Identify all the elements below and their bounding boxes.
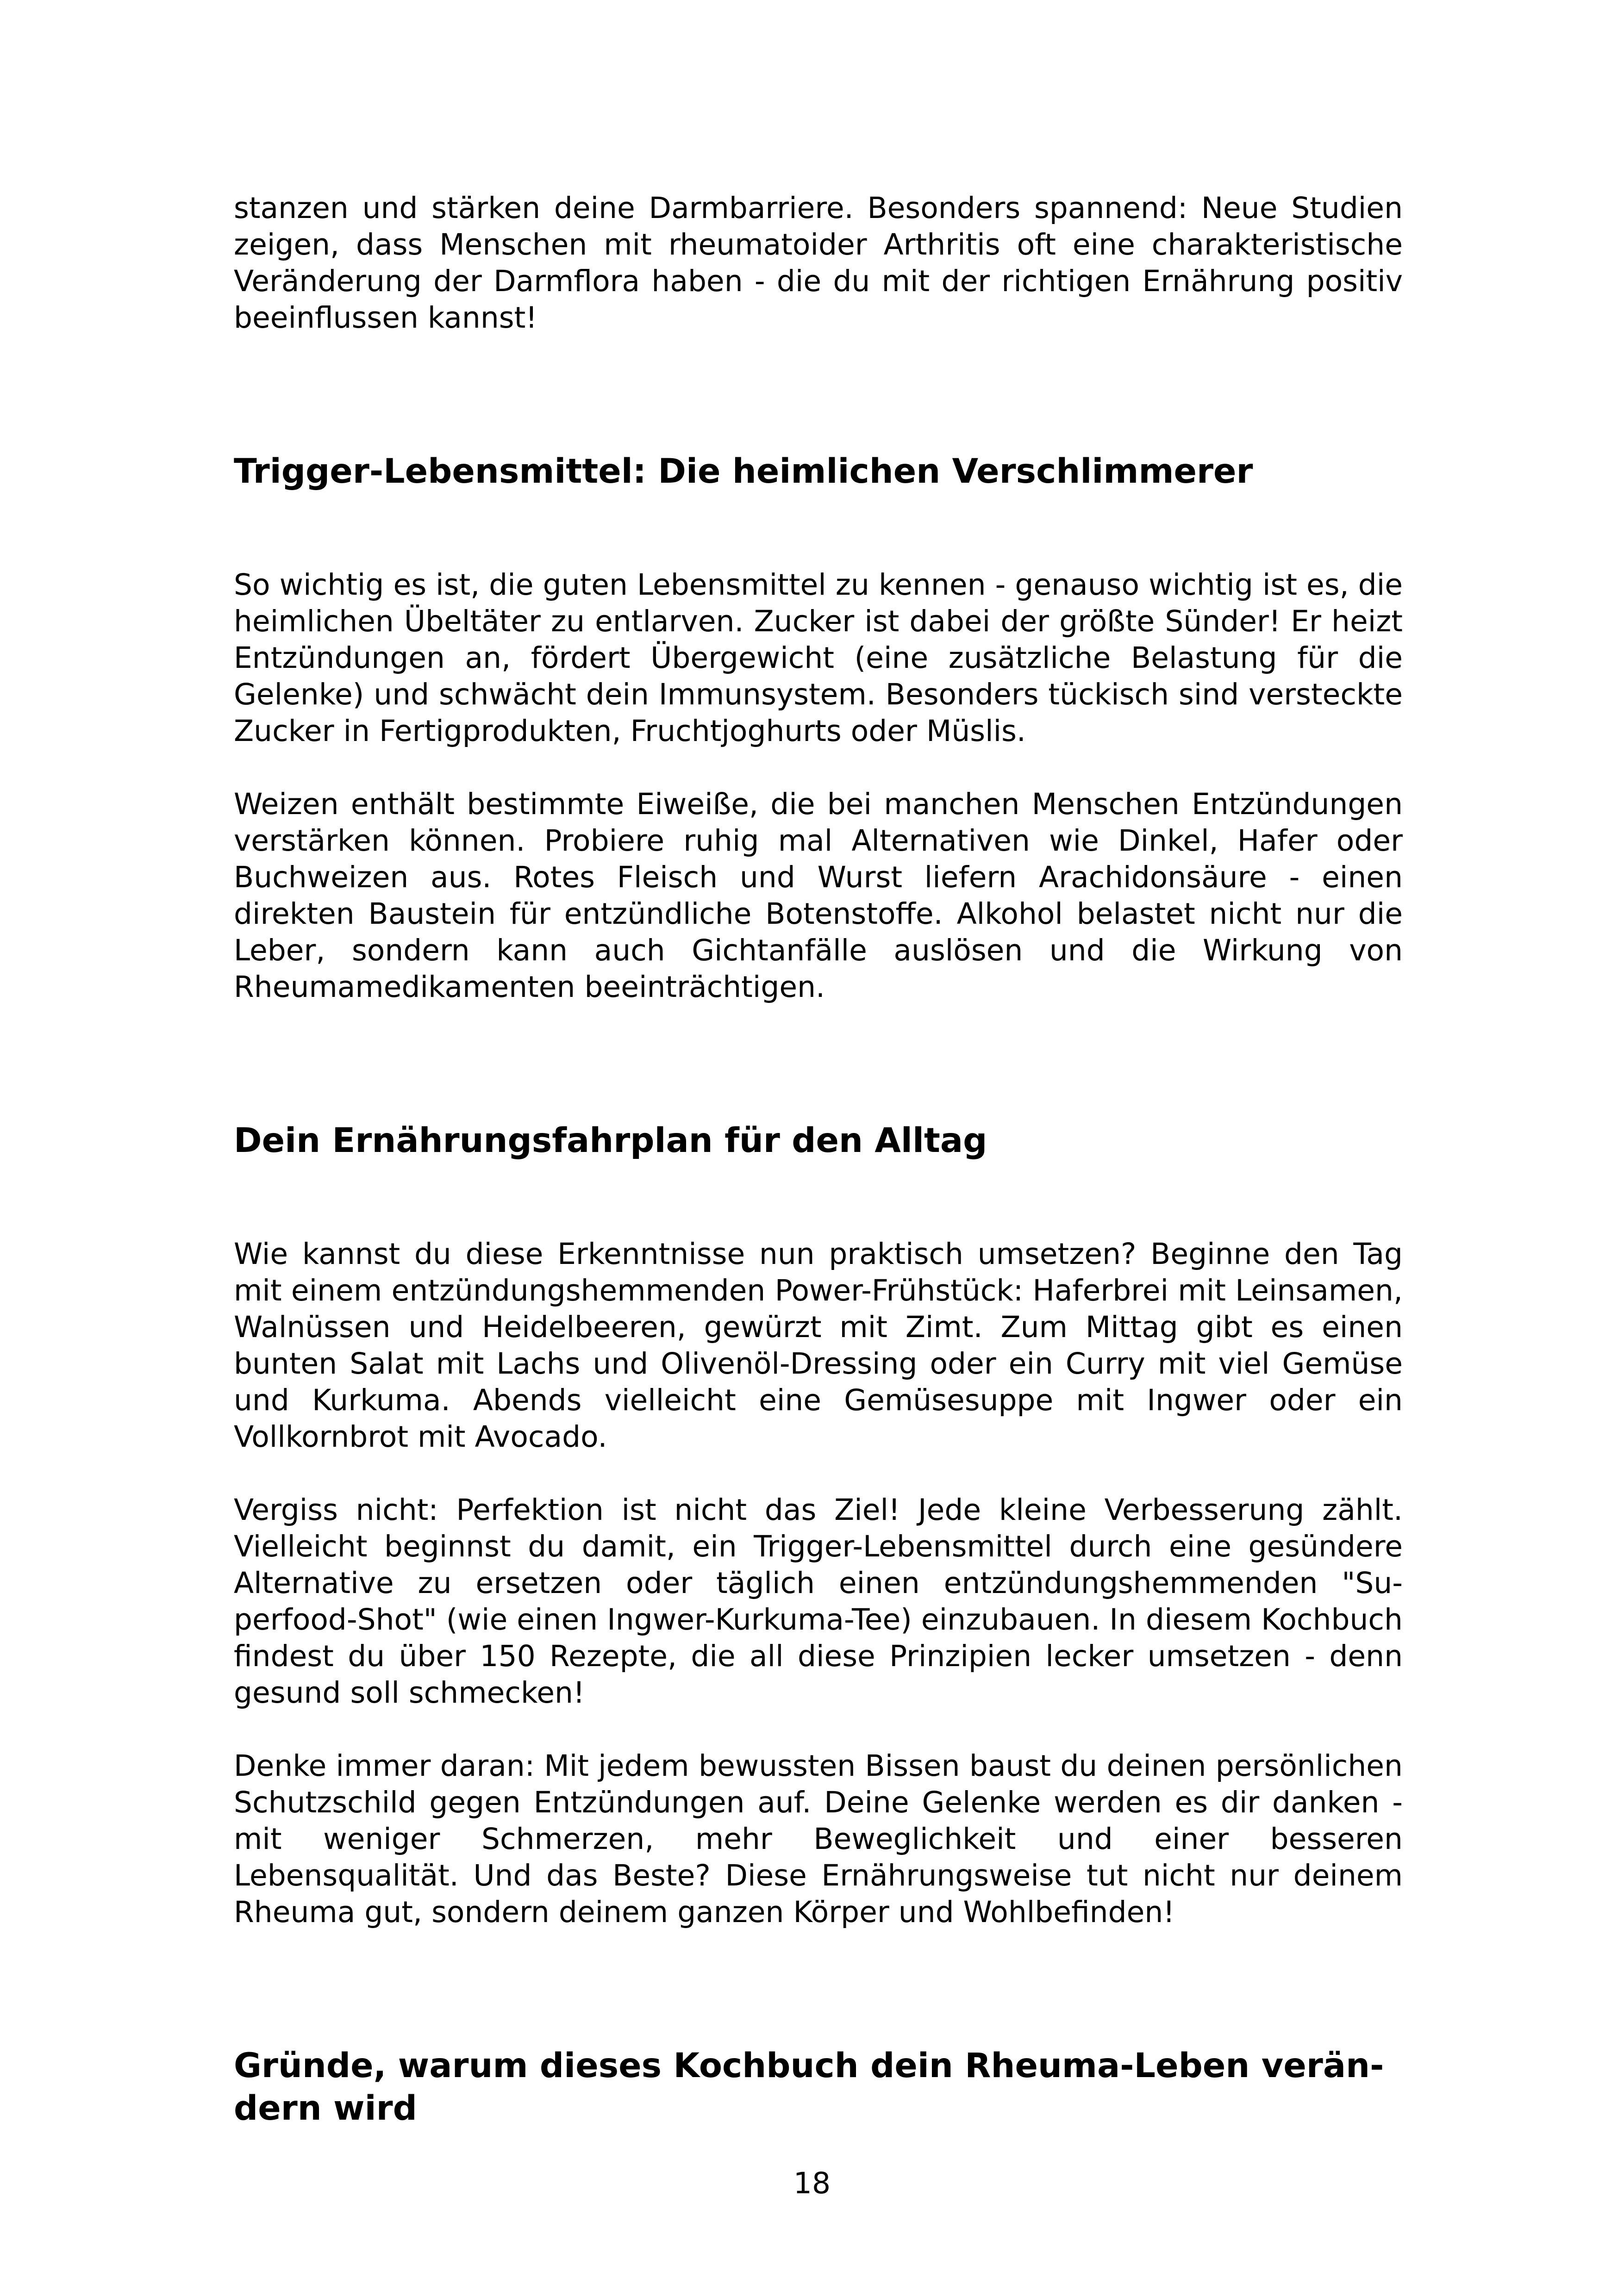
paragraph-trigger-wheat-meat-alcohol: Weizen enthält bestimmte Eiweiße, die bei manchen Menschen Entzündungen verstärken können. Probiere ruhig mal Alternativen wie Dinkel, Hafer oder Buchweizen aus. Rotes Fleisch und Wurst liefern Arachidonsäure - einen direkten Baustein für entzündliche Botenstoffe. Alkohol belastet nicht nur die Leber, sondern kann auch Gichtanfälle auslösen und die Wirkung von Rheumamedikamenten beeinträchtigen. — [234, 787, 1403, 1004]
paragraph-conclusion: Denke immer daran: Mit jedem bewussten Bissen baust du deinen persönlichen Schutzschild gegen Entzündungen auf. Deine Gelenke werden es dir danken - mit weniger Schmerzen, mehr Beweglichkeit und einer besseren Lebensqualität. Und das Beste? Diese Ernährungsweise tut nicht nur deinem Rheuma gut, sondern deinem ganzen Körper und Wohlbefinden! — [234, 1749, 1403, 1929]
section-heading-reasons: Gründe, warum dieses Kochbuch dein Rheuma-Leben verändern wird — [234, 2046, 1384, 2128]
paragraph-perfection: Vergiss nicht: Perfektion ist nicht das Ziel! Jede kleine Verbesserung zählt. Vielleicht beginnst du damit, ein Trigger-Lebensmittel durch eine gesündere Alternative zu ersetzen oder täglich einen entzündungshemmenden "Superfood-Shot" (wie einen Ingwer-Kurkuma-Tee) einzubauen. In diesem Kochbuch findest du über 150 Rezepte, die all diese Prinzipien lecker umsetzen - denn gesund soll schmecken! — [234, 1493, 1403, 1710]
paragraph-trigger-sugar: So wichtig es ist, die guten Lebensmittel zu kennen - genauso wichtig ist es, die heimlichen Übeltäter zu entlarven. Zucker ist dabei der größte Sünder! Er heizt Entzündungen an, fördert Übergewicht (eine zusätzliche Belastung für die Gelenke) und schwächt dein Immunsystem. Besonders tückisch sind versteckte Zucker in Fertigprodukten, Fruchtjoghurts oder Müslis. — [234, 568, 1403, 748]
paragraph-daily-meals: Wie kannst du diese Erkenntnisse nun praktisch umsetzen? Beginne den Tag mit einem entzündungshemmenden Power-Frühstück: Haferbrei mit Leinsamen, Walnüssen und Heidelbeeren, gewürzt mit Zimt. Zum Mittag gibt es einen bunten Salat mit Lachs und Olivenöl-Dressing oder ein Curry mit viel Gemüse und Kurkuma. Abends vielleicht eine Gemüsesuppe mit Ingwer oder ein Vollkornbrot mit Avocado. — [234, 1237, 1403, 1454]
section-heading-daily-plan: Dein Ernährungsfahrplan für den Alltag — [234, 1121, 987, 1160]
page-body — [234, 190, 1403, 2130]
intro-paragraph: stanzen und stärken deine Darmbarriere. Besonders spannend: Neue Studien zeigen, dass Menschen mit rheumatoider Arthritis oft eine charakteristische Veränderung der Darmflora haben - die du mit der richtigen Ernährung positiv beeinflussen kannst! — [234, 191, 1403, 335]
section-heading-trigger-foods: Trigger-Lebensmittel: Die heimlichen Verschlimmerer — [234, 452, 1253, 491]
page-number: 18 — [793, 2166, 831, 2200]
